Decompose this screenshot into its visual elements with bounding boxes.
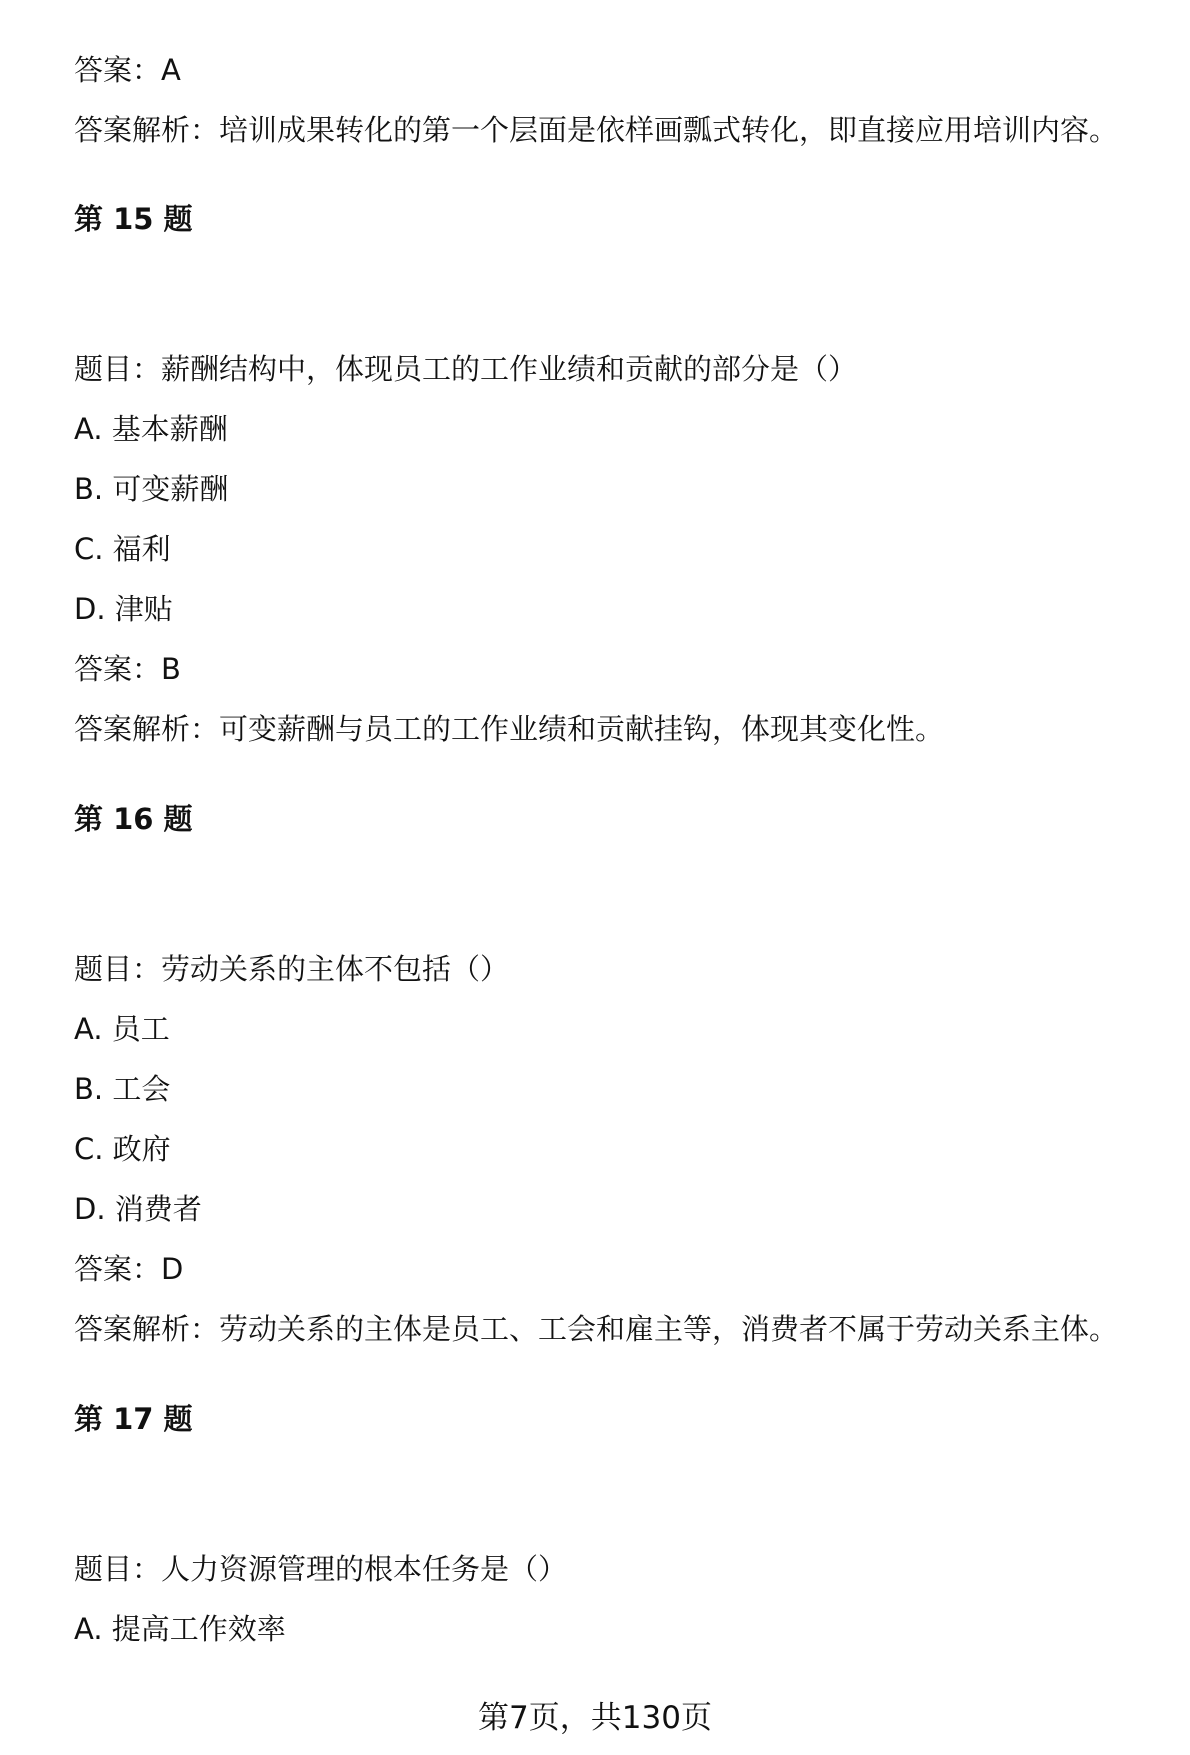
question-heading: 第 16 题 (74, 802, 193, 836)
question-heading: 第 17 题 (74, 1402, 193, 1436)
question-text: 题目：劳动关系的主体不包括（） (74, 952, 510, 986)
question-heading: 第 15 题 (74, 202, 193, 236)
question-text: 题目：人力资源管理的根本任务是（） (74, 1552, 568, 1586)
answer-analysis: 答案解析：劳动关系的主体是员工、工会和雇主等，消费者不属于劳动关系主体。 (74, 1312, 1119, 1346)
option-c: C. 政府 (74, 1132, 171, 1166)
option-d: D. 津贴 (74, 592, 173, 626)
option-a: A. 员工 (74, 1012, 170, 1046)
option-c: C. 福利 (74, 532, 171, 566)
option-d: D. 消费者 (74, 1192, 202, 1226)
answer-text: 答案：B (74, 652, 181, 686)
option-a: A. 提高工作效率 (74, 1612, 286, 1646)
answer-text: 答案：D (74, 1252, 184, 1286)
option-b: B. 可变薪酬 (74, 472, 229, 506)
answer-analysis: 答案解析：培训成果转化的第一个层面是依样画瓢式转化，即直接应用培训内容。 (74, 113, 1119, 147)
answer-analysis: 答案解析：可变薪酬与员工的工作业绩和贡献挂钩，体现其变化性。 (74, 712, 945, 746)
question-text: 题目：薪酬结构中，体现员工的工作业绩和贡献的部分是（） (74, 352, 858, 386)
option-a: A. 基本薪酬 (74, 412, 228, 446)
answer-text: 答案：A (74, 53, 181, 87)
option-b: B. 工会 (74, 1072, 171, 1106)
page-footer: 第7页，共130页 (478, 1700, 712, 1736)
